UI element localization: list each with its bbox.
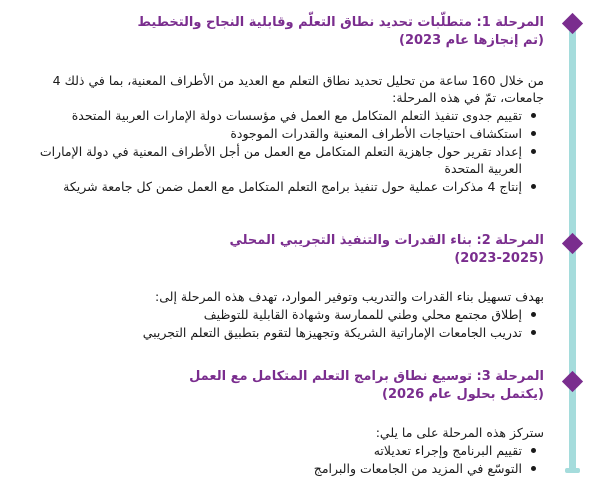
phase-intro: بهدف تسهيل بناء القدرات والتدريب وتوفير الموارد، تهدف هذه المرحلة إلى: (155, 289, 544, 304)
timeline-marker-phase-3 (562, 371, 583, 392)
list-item: التوسّع في المزيد من الجامعات والبرامج (8, 460, 544, 477)
timeline-marker-phase-1 (562, 13, 583, 34)
phase-subtitle: (تم إنجازها عام 2023) (399, 33, 544, 48)
list-item: استكشاف احتياجات الأطراف المعنية والقدرات الموجودة (8, 125, 544, 142)
phase-intro: ستركز هذه المرحلة على ما يلي: (375, 425, 544, 440)
timeline-base (565, 468, 580, 473)
list-item: إنتاج 4 مذكرات عملية حول تنفيذ برامج التعلم المتكامل مع العمل ضمن كل جامعة شريكة (8, 178, 544, 195)
phase-title: المرحلة 2: بناء القدرات والتنفيذ التجريبي المحلي (229, 233, 544, 248)
phase-subtitle: (يكتمل بحلول عام 2026) (381, 387, 544, 402)
phase-title: المرحلة 3: توسيع نطاق برامج التعلم المتكامل مع العمل (189, 369, 544, 384)
phase-2 (8, 232, 544, 341)
phase-1 (8, 14, 544, 195)
phase-3 (8, 368, 544, 477)
phase-intro: من خلال 160 ساعة من تحليل تحديد نطاق التعلم مع العديد من الأطراف المعنية، بما في ذلك 4 جامعات، تمّ في هذه المرحلة: (52, 73, 544, 105)
timeline-marker-phase-2 (562, 233, 583, 254)
phase-bullet-list (8, 442, 544, 477)
phase-bullet-list (8, 107, 544, 195)
list-item: تقييم البرنامج وإجراء تعديلاته (8, 442, 544, 459)
phase-bullet-list (8, 306, 544, 341)
list-item: إعداد تقرير حول جاهزية التعلم المتكامل مع العمل من أجل الأطراف المعنية في دولة الإمارات العربية المتحدة (8, 143, 544, 177)
phase-subtitle: (2023-2025) (454, 251, 544, 266)
list-item: تدريب الجامعات الإماراتية الشريكة وتجهيزها لتقوم بتطبيق التعلم التجريبي (8, 324, 544, 341)
list-item: إطلاق مجتمع محلي وطني للممارسة وشهادة القابلية للتوظيف (8, 306, 544, 323)
phase-title: المرحلة 1: متطلّبات تحديد نطاق التعلّم وقابلية النجاح والتخطيط (137, 15, 544, 30)
list-item: تقييم جدوى تنفيذ التعلم المتكامل مع العمل في مؤسسات دولة الإمارات العربية المتحدة (8, 107, 544, 124)
